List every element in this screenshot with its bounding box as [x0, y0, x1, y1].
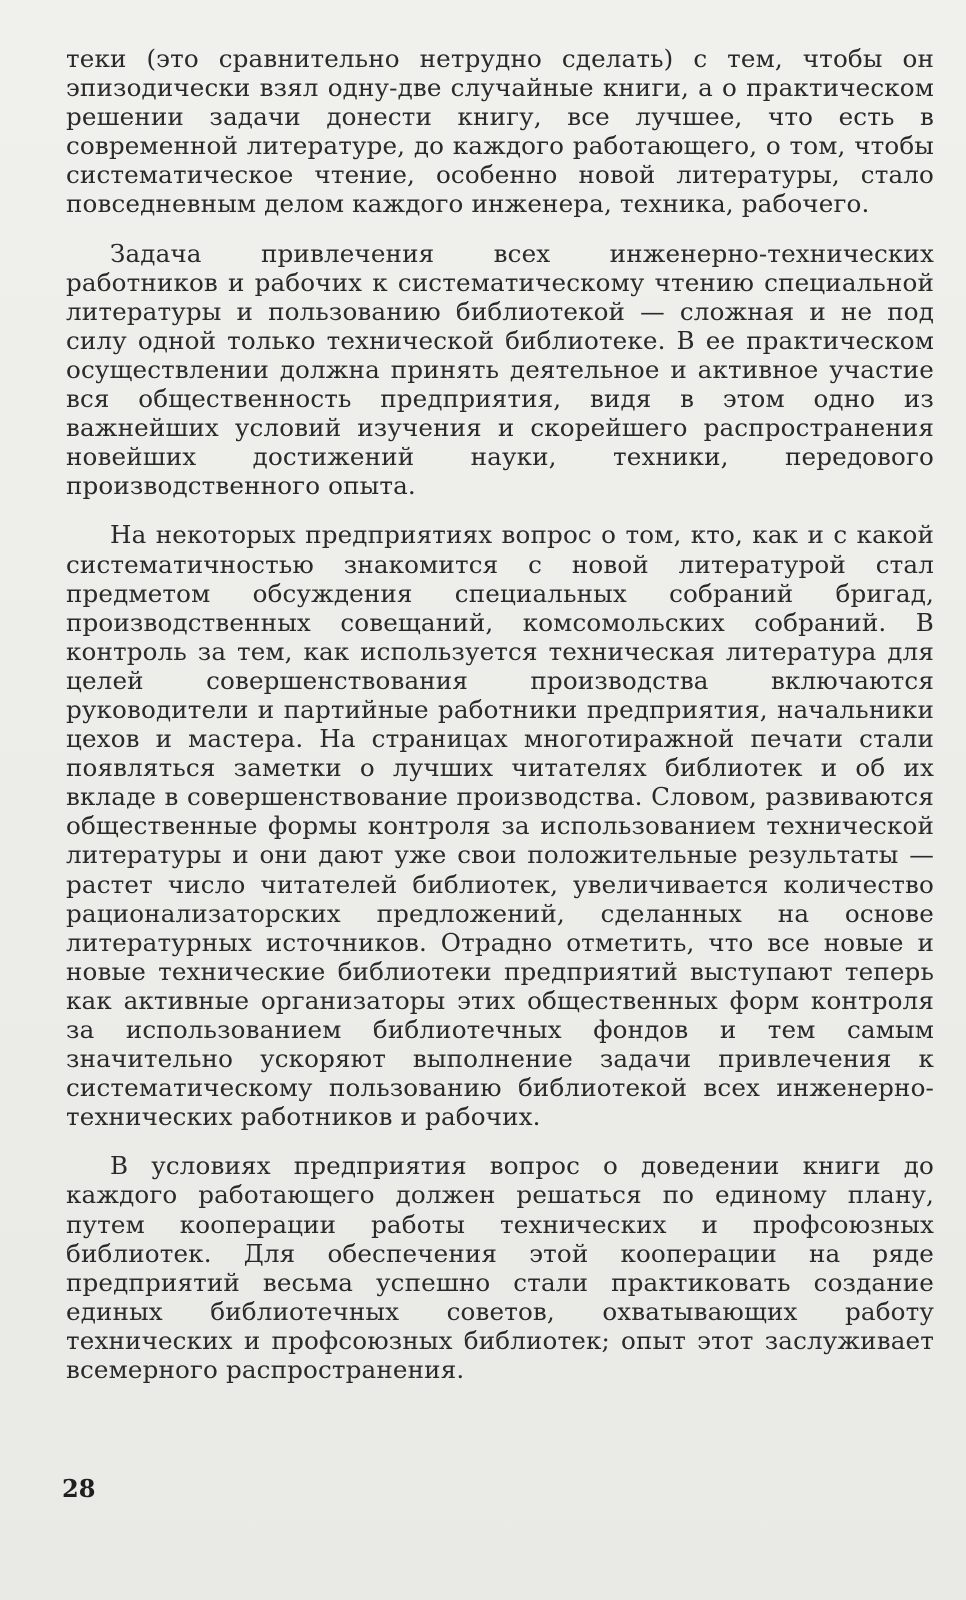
paragraph-4: В условиях предприятия вопрос о доведении книги до каждого работающего должен решаться по единому плану, путем кооперации работы технических и профсоюзных библиотек. Для обеспечения этой кооперации на ряде предприятий весьма успешно стали практиковать создание единых библиотечных советов, охватывающих работу технических и профсоюзных библиотек; опыт этот заслуживает всемерного распространения. [66, 1151, 934, 1385]
page-text [66, 44, 934, 1384]
paragraph-3: На некоторых предприятиях вопрос о том, кто, как и с какой систематичностью знакомится с новой литературой стал предметом обсуждения специальных собраний бригад, производственных совещаний, комсомольских собраний. В контроль за тем, как используется техническая литература для целей совершенствования производства включаются руководители и партийные работники предприятия, начальники цехов и мастера. На страницах многотиражной печати стали появляться заметки о лучших читателях библиотек и об их вкладе в совершенствование производства. Словом, развиваются общественные формы контроля за использованием технической литературы и они дают уже свои положительные результаты — растет число читателей библиотек, увеличивается количество рационализаторских предложений, сделанных на основе литературных источников. Отрадно отметить, что все новые и новые технические библиотеки предприятий выступают теперь как активные организаторы этих общественных форм контроля за использованием библиотечных фондов и тем самым значительно ускоряют выполнение задачи привлечения к систематическому пользованию библиотекой всех инженерно-технических работников и рабочих. [66, 520, 934, 1132]
page-number: 28 [62, 1474, 96, 1503]
paragraph-2: Задача привлечения всех инженерно-технических работников и рабочих к систематическому чтению специальной литературы и пользованию библиотекой — сложная и не под силу одной только технической библиотеке. В ее практическом осуществлении должна принять деятельное и активное участие вся общественность предприятия, видя в этом одно из важнейших условий изучения и скорейшего распространения новейших достижений науки, техники, передового производственного опыта. [66, 238, 934, 501]
paragraph-1: теки (это сравнительно нетрудно сделать) с тем, чтобы он эпизодически взял одну-две случайные книги, а о практическом решении задачи донести книгу, все лучшее, что есть в современной литературе, до каждого работающего, о том, чтобы систематическое чтение, особенно новой литературы, стало повседневным делом каждого инженера, техника, рабочего. [66, 44, 934, 219]
